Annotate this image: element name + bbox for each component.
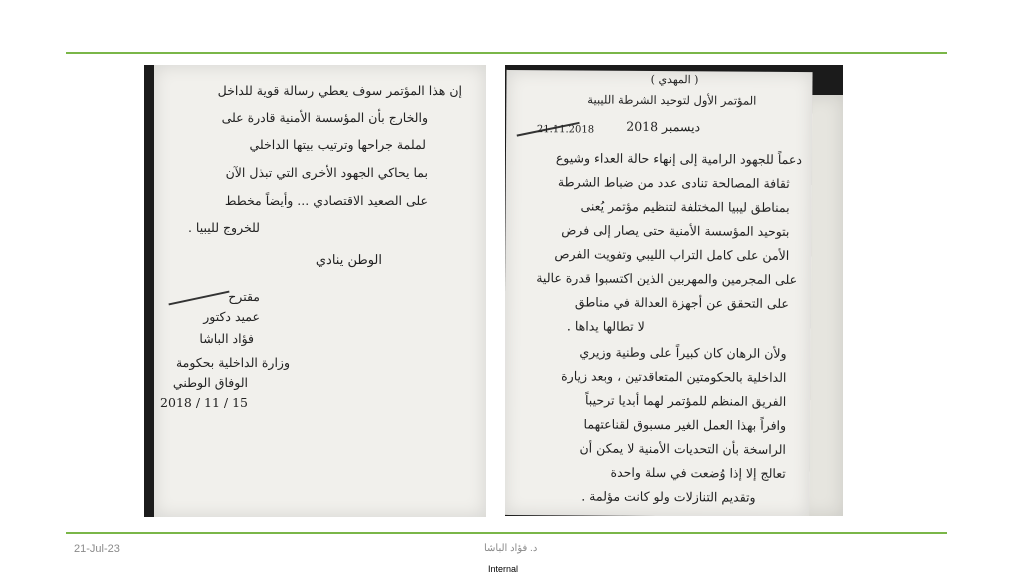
sig-date: 2018 / 11 / 15 [160,395,248,410]
left-line-6: للخروج لليبيا . [187,220,260,235]
right-line-14: تعالج إلا إذا وُضعت في سلة واحدة [610,464,786,481]
right-line-4: بتوحيد المؤسسة الأمنية حتى يصار إلى فرض [561,222,790,239]
right-line-8: لا تطالها يداها . [566,318,645,334]
sig-government: الوفاق الوطني [172,375,248,390]
right-letter-photo [505,65,843,516]
sig-proposed: مقترح [228,289,260,304]
left-line-2: والخارج بأن المؤسسة الأمنية قادرة على [221,110,428,125]
right-line-3: بمناطق ليبيا المختلفة لتنظيم مؤتمر يُعنى [580,198,790,215]
left-line-4: بما يحاكي الجهود الأخرى التي تبذل الآن [225,165,428,180]
right-line-11: الفريق المنظم للمؤتمر لهما أبديا ترحيباً [584,392,787,409]
bottom-divider [66,532,947,534]
footer-date: 21-Jul-23 [74,543,120,555]
left-line-1: إن هذا المؤتمر سوف يعطي رسالة قوية للداخل [217,83,462,98]
footer-author: د. فؤاد الباشا [484,543,538,554]
right-letter-page [505,70,813,516]
classification-label: Internal [488,564,519,574]
right-line-2: ثقافة المصالحة تنادى عدد من ضباط الشرطة [557,174,790,191]
sig-ministry: وزارة الداخلية بحكومة [175,355,290,370]
letter-date: ديسمبر 2018 [626,118,701,135]
sig-name: فؤاد الباشا [199,331,254,346]
right-line-7: على التحقق عن أجهزة العدالة في مناطق [574,294,789,311]
right-line-6: على المجرمين والمهربين الذين اكتسبوا قدرة عالية [536,270,798,287]
right-line-5: الأمن على كامل التراب الليبي وتفويت الفرص [554,246,790,263]
closing-slogan: الوطن ينادي [315,253,382,268]
left-line-5: على الصعيد الاقتصادي ... وأيضاً مخطط [224,193,428,208]
sig-rank: عميد دكتور [203,309,260,324]
right-line-12: وافراً بهذا العمل الغير مسبوق لقناعتهما [583,416,787,433]
right-line-13: الراسخة بأن التحديات الأمنية لا يمكن أن [579,440,786,457]
left-line-3: لملمة جراحها وترتيب بيتها الداخلي [249,137,426,152]
signature-scribble [168,291,229,306]
right-line-10: الداخلية بالحكومتين المتعاقدتين ، وبعد زيارة [561,368,787,385]
right-line-1: دعماً للجهود الرامية إلى إنهاء حالة العداء وشيوع [555,150,802,168]
letter-title: المؤتمر الأول لتوحيد الشرطة الليبية [587,92,757,108]
right-line-9: ولأن الرهان كان كبيراً على وطنية وزيري [579,344,787,361]
top-divider [66,52,947,54]
left-letter-photo [144,65,486,517]
header-tag: ( المهدي ) [650,72,699,87]
margin-date: 21.11.2018 [536,124,595,136]
left-letter-page [154,65,486,517]
right-line-15: وتقديم التنازلات ولو كانت مؤلمة . [581,488,756,505]
